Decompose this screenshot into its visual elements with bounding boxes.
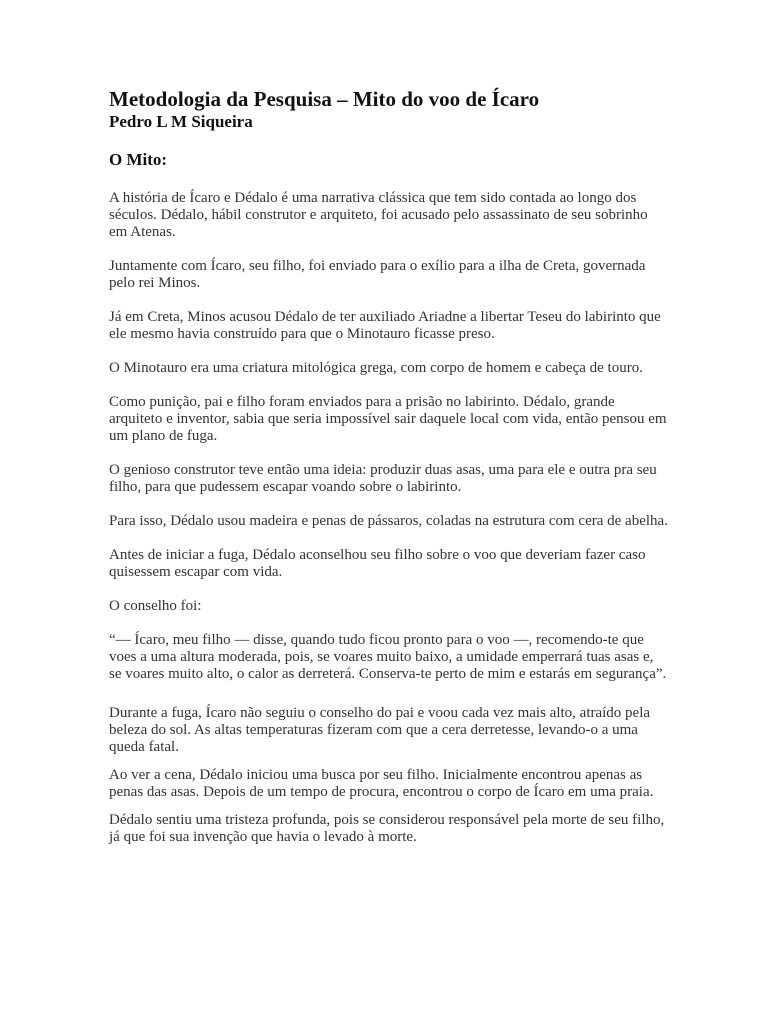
paragraph: O conselho foi: (109, 598, 202, 614)
paragraph: A história de Ícaro e Dédalo é uma narrativa clássica que tem sido contada ao longo dos séculos. Dédalo, hábil construtor e arquiteto, foi acusado pelo assassinato de seu sobrinho em Atenas. (109, 190, 648, 240)
paragraph: Como punição, pai e filho foram enviados para a prisão no labirinto. Dédalo, grande arquiteto e inventor, sabia que seria impossível sair daquele local com vida, então pensou em um plano de fuga. (109, 394, 667, 444)
document-page (109, 86, 669, 857)
paragraph: Antes de iniciar a fuga, Dédalo aconselhou seu filho sobre o voo que deveriam fazer caso quisessem escapar com vida. (109, 547, 646, 580)
quote-paragraph: “— Ícaro, meu filho — disse, quando tudo ficou pronto para o voo —, recomendo-te que voes a uma altura moderada, pois, se voares muito baixo, a umidade emperrará tuas asas e, se voares muito alto, o calor as derreterá. Conserva-te perto de mim e estarás em segurança”. (109, 632, 667, 682)
paragraph: Já em Creta, Minos acusou Dédalo de ter auxiliado Ariadne a libertar Teseu do labirinto que ele mesmo havia construído para que o Minotauro ficasse preso. (109, 309, 661, 342)
document-title: Metodologia da Pesquisa – Mito do voo de Ícaro (109, 87, 540, 111)
document-author: Pedro L M Siqueira (109, 112, 253, 131)
section-heading: O Mito: (109, 150, 168, 169)
paragraph: O genioso construtor teve então uma ideia: produzir duas asas, uma para ele e outra pra seu filho, para que pudessem escapar voando sobre o labirinto. (109, 462, 657, 495)
paragraph: Dédalo sentiu uma tristeza profunda, pois se considerou responsável pela morte de seu filho, já que foi sua invenção que havia o levado à morte. (109, 812, 665, 845)
paragraph: Juntamente com Ícaro, seu filho, foi enviado para o exílio para a ilha de Creta, governada pelo rei Minos. (109, 258, 646, 291)
paragraph: Durante a fuga, Ícaro não seguiu o conselho do pai e voou cada vez mais alto, atraído pela beleza do sol. As altas temperaturas fizeram com que a cera derretesse, levando-o a uma queda fatal. (109, 705, 651, 755)
paragraph: O Minotauro era uma criatura mitológica grega, com corpo de homem e cabeça de touro. (109, 360, 643, 376)
paragraph: Ao ver a cena, Dédalo iniciou uma busca por seu filho. Inicialmente encontrou apenas as penas das asas. Depois de um tempo de procura, encontrou o corpo de Ícaro em uma praia. (109, 767, 654, 800)
paragraph: Para isso, Dédalo usou madeira e penas de pássaros, coladas na estrutura com cera de abelha. (109, 513, 668, 529)
